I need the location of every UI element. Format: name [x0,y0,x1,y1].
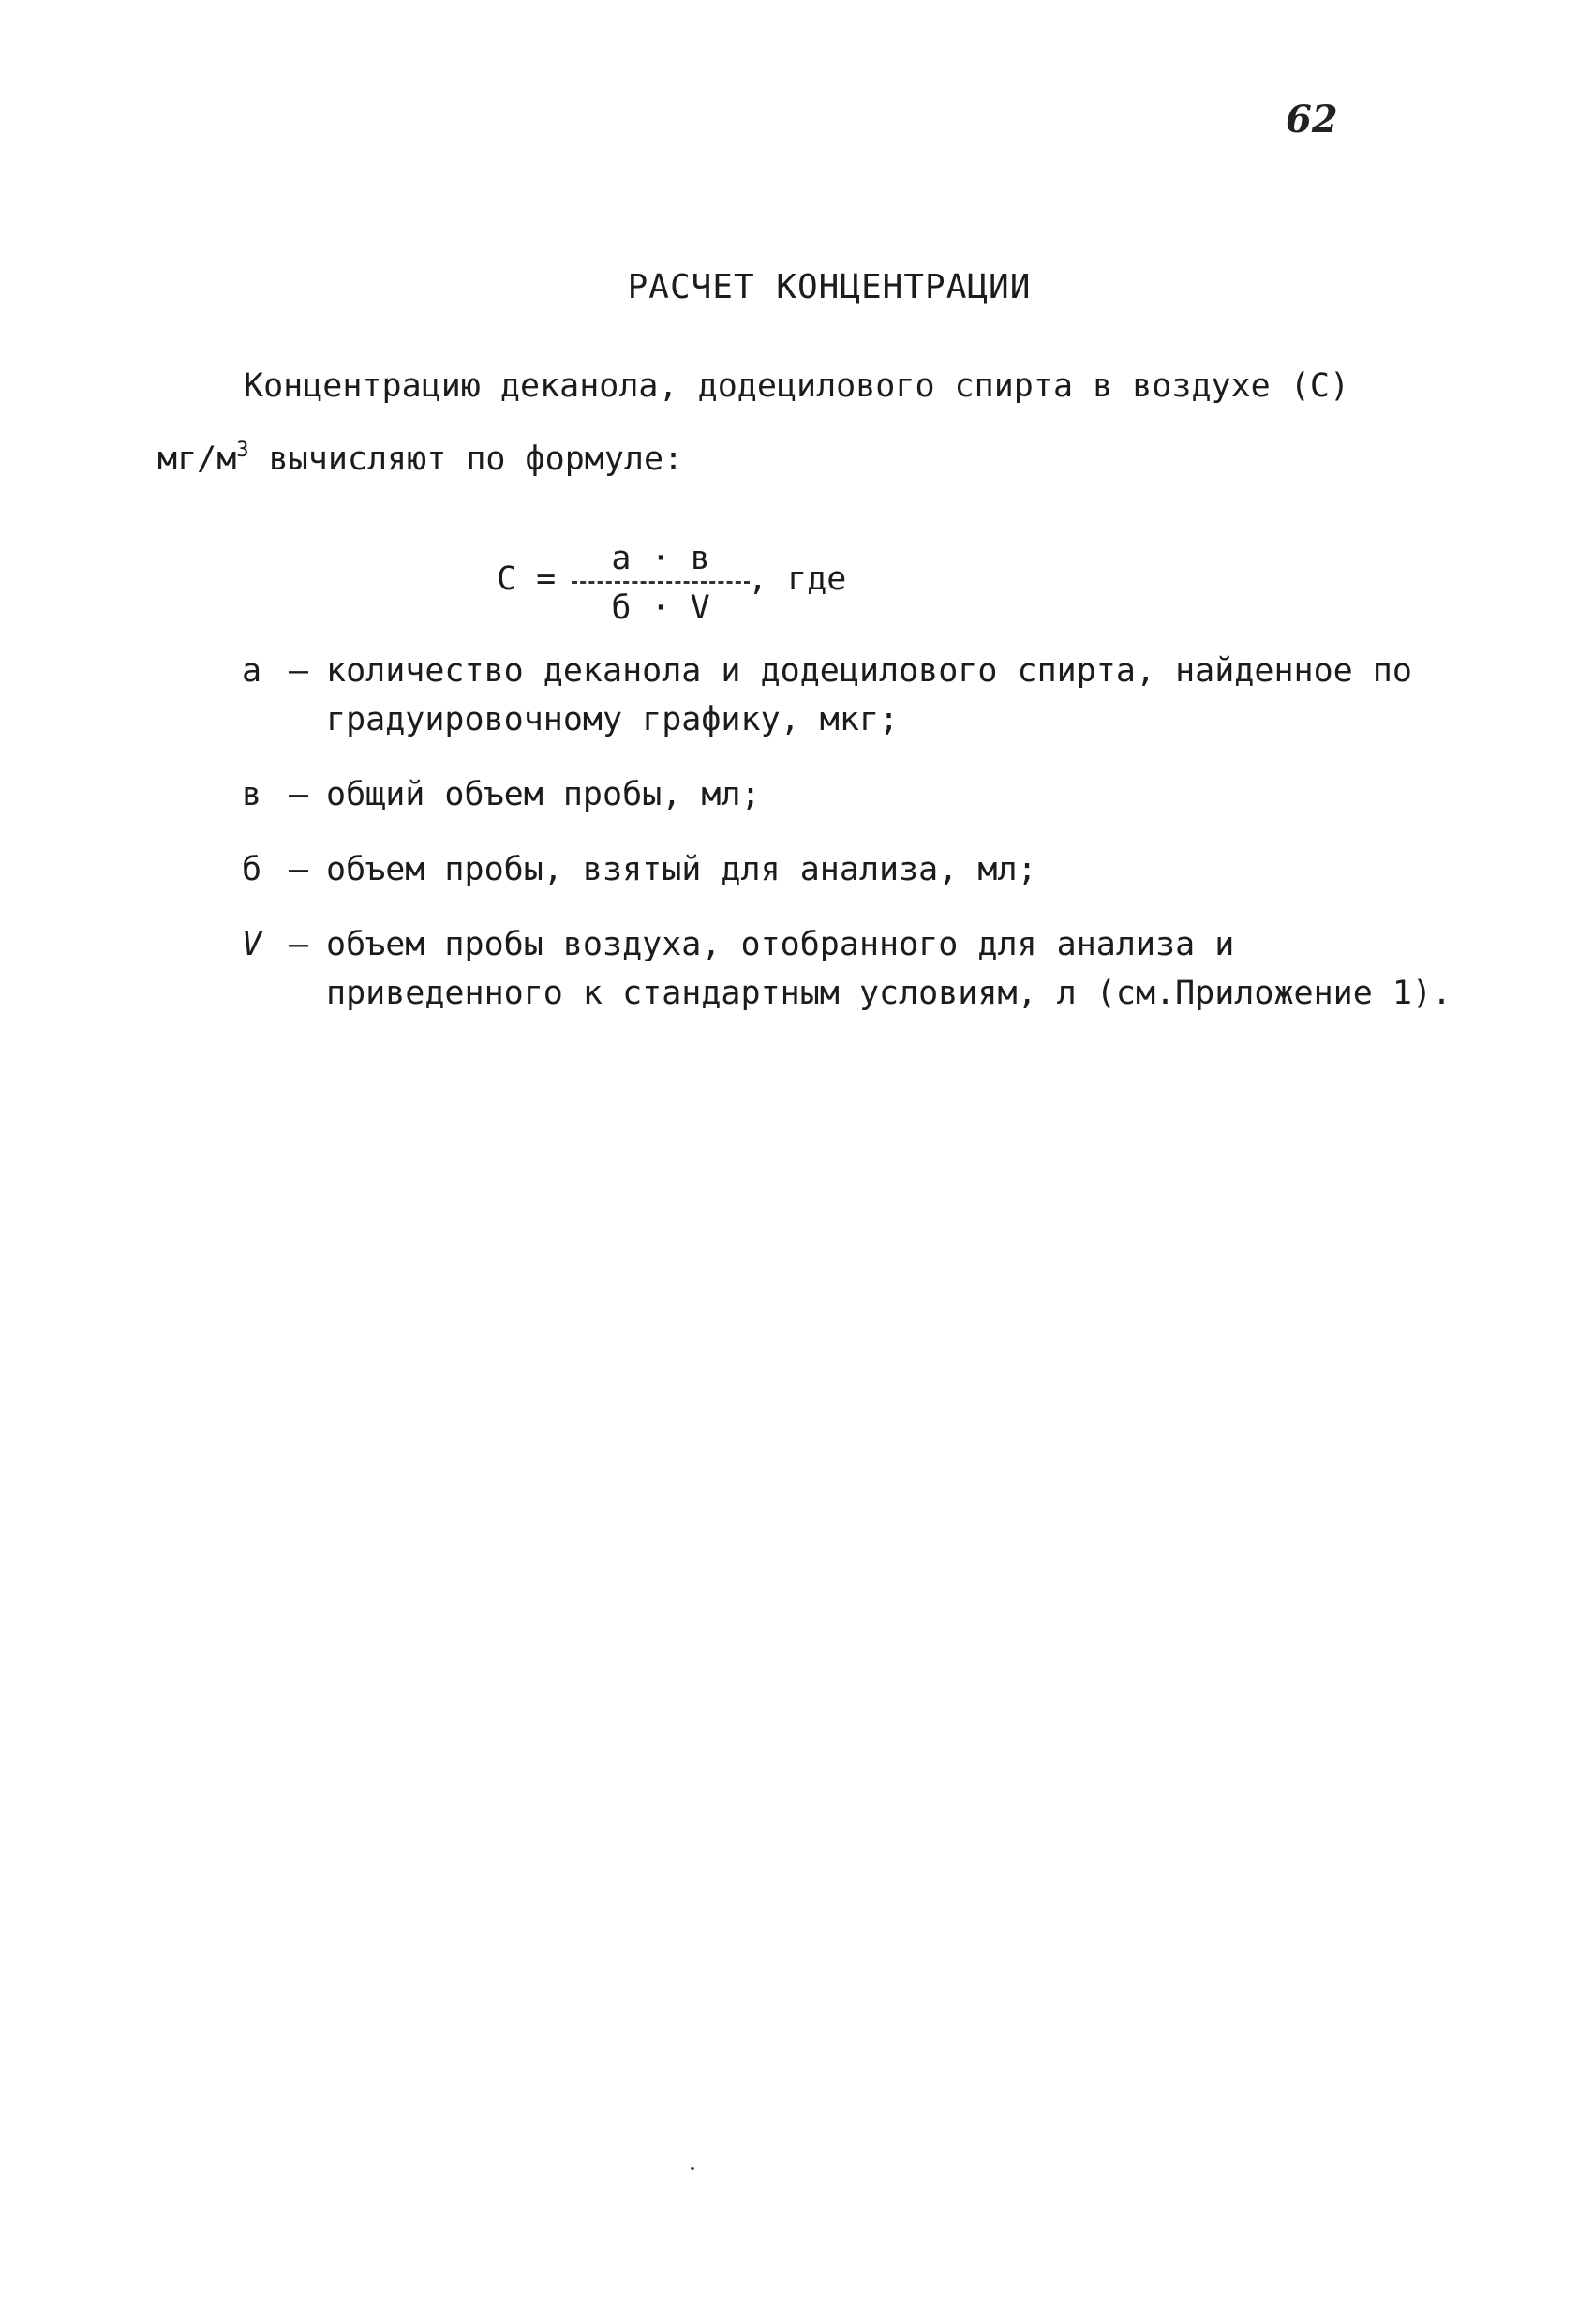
definition-dash: – [289,851,309,888]
unit-base: мг/м [157,440,237,478]
section-title: РАСЧЕТ КОНЦЕНТРАЦИИ [627,268,1032,306]
definition-item [242,845,1488,894]
definitions-list [242,647,1488,1044]
formula-fraction [590,538,731,629]
page-number: 62 [1286,97,1338,142]
definition-text: общий объем пробы, мл; [326,776,761,813]
definition-item [242,647,1488,744]
intro-line-2-text: вычисляют по формуле: [248,440,684,478]
definition-item [242,920,1488,1018]
formula-lhs: С = [497,560,557,598]
formula-numerator: а · в [611,540,710,577]
unit-label [157,440,249,478]
definition-dash: – [289,926,309,963]
scan-speck [691,2167,694,2170]
fraction-bar [572,581,750,584]
definition-text: количество деканола и додецилового спирта, найденное по градуировочному графику, мкг; [326,652,1412,738]
unit-exponent: 3 [236,439,249,462]
definition-text: объем пробы, взятый для анализа, мл; [326,851,1037,888]
definition-symbol: б [242,851,262,888]
definition-text: объем пробы воздуха, отобранного для анализа и приведенного к стандартным условиям, л (см.Приложение 1). [326,926,1452,1012]
formula-denominator: б · V [611,589,710,627]
definition-item [242,770,1488,819]
definition-symbol: а [242,652,262,690]
formula-tail: , где [748,560,847,598]
intro-line-2 [157,439,683,478]
intro-line-1: Концентрацию деканола, додецилового спирта в воздухе (С) [244,367,1350,405]
definition-dash: – [289,776,309,813]
definition-dash: – [289,652,309,690]
definition-symbol: V [242,926,262,963]
definition-symbol: в [242,776,262,813]
